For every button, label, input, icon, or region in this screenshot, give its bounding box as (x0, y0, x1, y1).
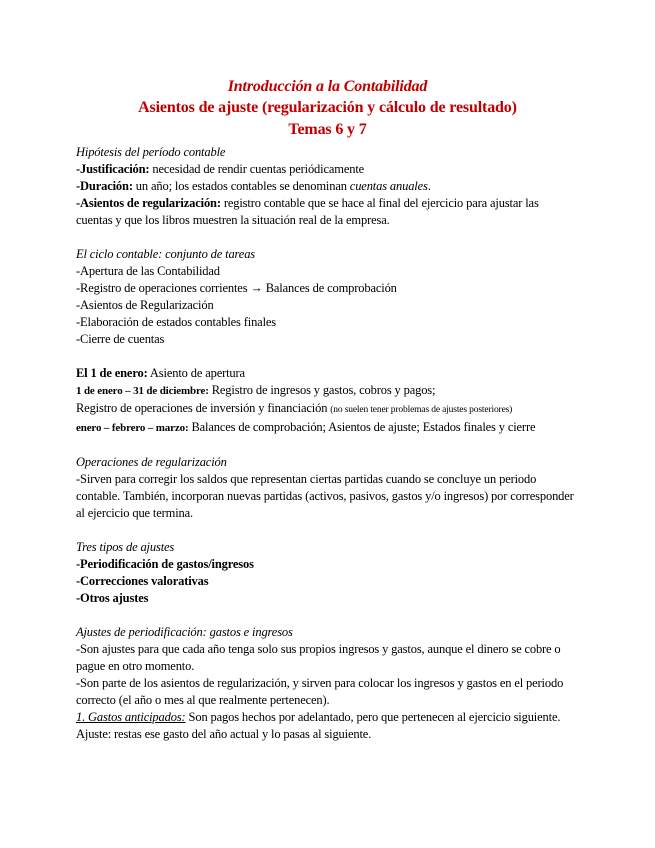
ciclo-item: -Registro de operaciones corrientes → Balances de comprobación (76, 281, 397, 295)
section-heading-operaciones: Operaciones de regularización (76, 455, 227, 469)
gastos-anticipados-label: 1. Gastos anticipados: (76, 710, 186, 724)
calendario-text: Registro de ingresos y gastos, cobros y pagos; (208, 383, 436, 397)
tipos-item: -Otros ajustes (76, 591, 149, 605)
section-heading-tipos: Tres tipos de ajustes (76, 540, 175, 554)
calendario-label: 1 de enero – 31 de diciembre: (76, 385, 209, 397)
hipotesis-item (76, 161, 576, 178)
calendario-line (76, 365, 576, 382)
calendario-line (76, 400, 576, 419)
item-italic: cuentas anuales (349, 179, 428, 193)
item-end: . (427, 179, 431, 193)
item-label: -Justificación: (76, 162, 150, 176)
item-text: registro contable que se hace al final del ejercicio para ajustar las cuentas y que los libros muestren la situación real de la empresa. (76, 196, 539, 227)
section-heading-periodificacion: Ajustes de periodificación: gastos e ingresos (76, 625, 293, 639)
calendario-label: enero – febrero – marzo: (76, 422, 189, 434)
title-block (0, 76, 655, 141)
calendario-text: Balances de comprobación; Asientos de ajuste; Estados finales y cierre (188, 420, 536, 434)
operaciones-paragraph: -Sirven para corregir los saldos que representan ciertas partidas cuando se concluye un periodo contable. También, incorporan nuevas partidas (activos, pasivos, gastos y/o ingresos) por corresponder al ejercicio que termina. (76, 472, 574, 520)
title-line-2: Asientos de ajuste (regularización y cálculo de resultado) (138, 99, 517, 116)
item-label: -Duración: (76, 179, 133, 193)
document-body (76, 144, 576, 743)
calendario-line (76, 419, 576, 437)
ciclo-item: -Asientos de Regularización (76, 298, 214, 312)
tipos-item: -Periodificación de gastos/ingresos (76, 557, 254, 571)
title-line-1: Introducción a la Contabilidad (227, 78, 428, 95)
tipos-item: -Correcciones valorativas (76, 574, 209, 588)
hipotesis-item (76, 178, 576, 195)
periodificacion-paragraph (76, 709, 576, 743)
section-heading-hipotesis: Hipótesis del período contable (76, 145, 226, 159)
calendario-text: Registro de operaciones de inversión y financiación (76, 401, 331, 415)
periodificacion-paragraph: -Son parte de los asientos de regularización, y sirven para colocar los ingresos y gastos en el periodo correcto (el año o mes al que realmente pertenecen). (76, 676, 564, 707)
item-text: necesidad de rendir cuentas periódicamente (149, 162, 365, 176)
ciclo-item: -Cierre de cuentas (76, 332, 165, 346)
title-line-3: Temas 6 y 7 (288, 121, 367, 138)
calendario-note: (no suelen tener problemas de ajustes posteriores) (330, 405, 513, 415)
hipotesis-item (76, 195, 576, 229)
calendario-text: Asiento de apertura (147, 366, 245, 380)
periodificacion-paragraph: -Son ajustes para que cada año tenga solo sus propios ingresos y gastos, aunque el dinero se cobre o pague en otro momento. (76, 642, 561, 673)
item-text: un año; los estados contables se denominan (132, 179, 350, 193)
ciclo-item: -Apertura de las Contabilidad (76, 264, 220, 278)
ciclo-item: -Elaboración de estados contables finales (76, 315, 277, 329)
section-heading-ciclo: El ciclo contable: conjunto de tareas (76, 247, 256, 261)
gastos-anticipados-text: Son pagos hechos por adelantado, pero que pertenecen al ejercicio siguiente. Ajuste: restas ese gasto del año actual y lo pasas al siguiente. (76, 710, 561, 741)
item-label: -Asientos de regularización: (76, 196, 221, 210)
calendario-line (76, 382, 576, 400)
calendario-label: El 1 de enero: (76, 366, 148, 380)
